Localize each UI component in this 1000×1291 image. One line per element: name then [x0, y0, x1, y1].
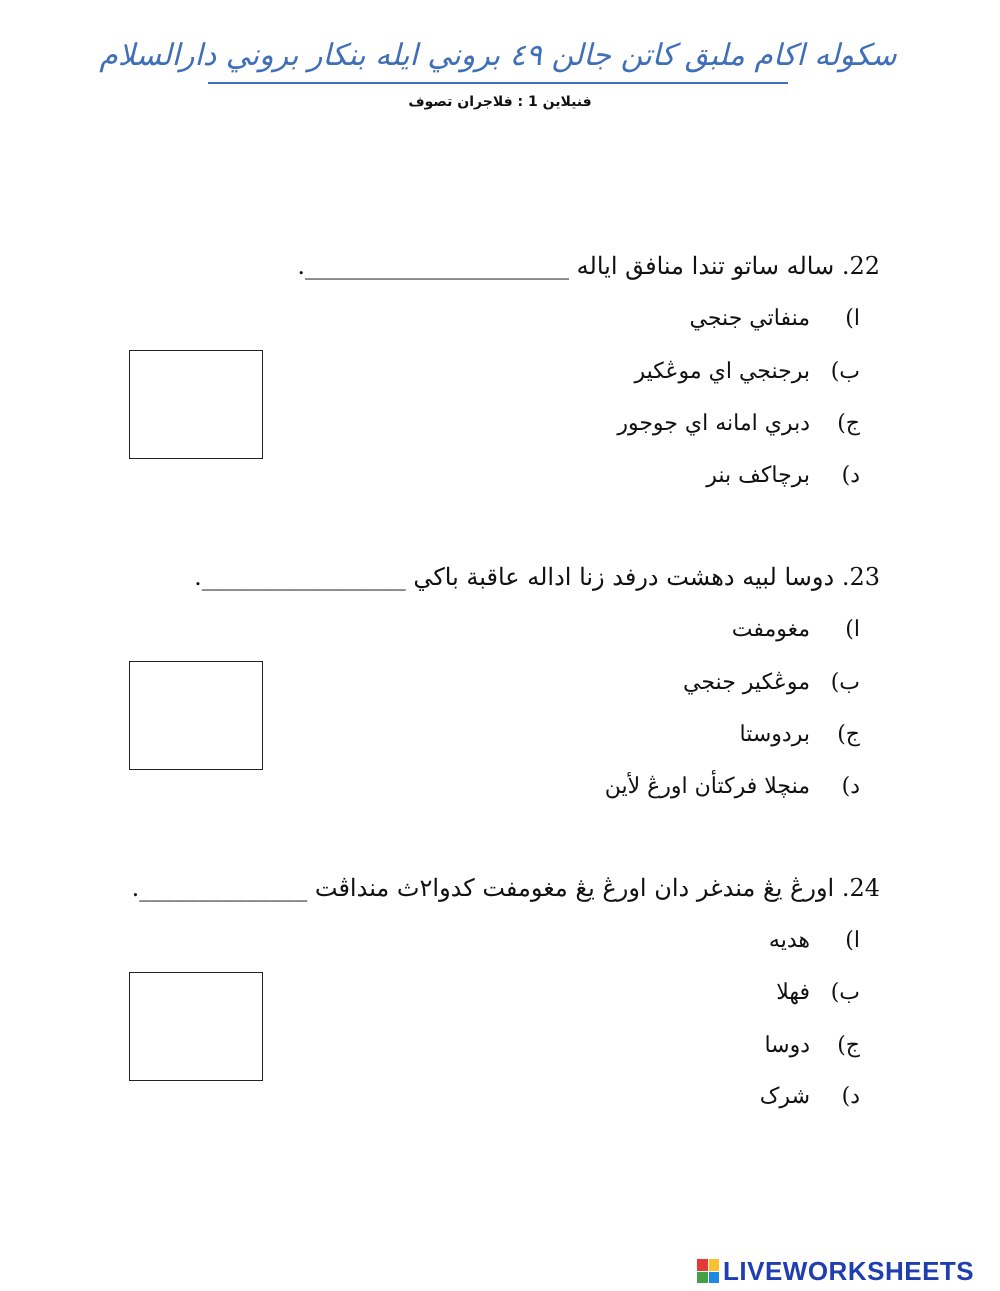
- question-23-option-d: [605, 774, 860, 799]
- option-text: بردوستا: [739, 722, 810, 747]
- option-letter: د): [841, 463, 860, 488]
- option-letter: د): [841, 774, 860, 799]
- logo-square-green: [697, 1272, 708, 1284]
- option-text: برجنجي اي موڠکير: [634, 359, 810, 384]
- option-text: موڠکير جنجي: [683, 670, 810, 695]
- option-letter: ج): [837, 411, 860, 436]
- lesson-subtitle: فنيلاين 1 : فلاجران تصوف: [408, 94, 592, 110]
- option-letter: ب): [830, 359, 860, 384]
- answer-box-22[interactable]: [129, 350, 263, 459]
- question-24-option-d: [760, 1084, 860, 1109]
- option-text: منفاتي جنجي: [689, 306, 810, 331]
- option-letter: د): [841, 1084, 860, 1109]
- option-text: برچاکف بنر: [706, 463, 810, 488]
- logo-square-red: [697, 1259, 708, 1271]
- answer-box-23[interactable]: [129, 661, 263, 770]
- option-letter: ب): [830, 980, 860, 1005]
- logo-square-blue: [709, 1272, 720, 1284]
- option-text: دوسا: [764, 1033, 810, 1058]
- school-banner: سکوله اکام ملبق کاتن جالن ٤٩ بروني ايله بنکار بروني دارالسلام: [208, 28, 788, 84]
- answer-box-24[interactable]: [129, 972, 263, 1081]
- option-letter: ب): [830, 670, 860, 695]
- question-22-text: 22. ساله ساتو تندا منافق اياله ______________________.: [297, 252, 880, 280]
- question-24-option-b: [776, 980, 860, 1005]
- question-23-option-a: [732, 617, 860, 642]
- option-letter: ا): [845, 617, 860, 642]
- option-letter: ا): [845, 306, 860, 331]
- option-letter: ج): [837, 1033, 860, 1058]
- option-letter: ا): [845, 928, 860, 953]
- question-24-option-c: [764, 1033, 860, 1058]
- option-letter: ج): [837, 722, 860, 747]
- question-22-option-d: [706, 463, 860, 488]
- question-24-text: 24. اورڠ يڠ مندغر دان اورڠ يڠ مغومفت کدوا٢ث منداڤت ______________.: [131, 874, 880, 902]
- liveworksheets-logo: [697, 1255, 974, 1287]
- option-text: دبري امانه اي جوجور: [617, 411, 810, 436]
- question-23-text: 23. دوسا لبيه دهشت درفد زنا اداله عاقبة باکي _________________.: [194, 563, 880, 591]
- option-text: شرک: [759, 1084, 810, 1109]
- question-22-option-b: [634, 359, 860, 384]
- question-22-option-a: [690, 306, 860, 331]
- liveworksheets-logo-icon: [697, 1259, 719, 1283]
- logo-square-yellow: [709, 1259, 720, 1271]
- question-23-option-b: [683, 670, 860, 695]
- option-text: فهلا: [776, 980, 810, 1005]
- option-text: منچلا فرکتأن اورڠ لأين: [604, 774, 810, 799]
- option-text: هديه: [768, 928, 810, 953]
- question-23-option-c: [740, 722, 860, 747]
- liveworksheets-logo-text: LIVEWORKSHEETS: [723, 1255, 975, 1286]
- question-22-option-c: [617, 411, 860, 436]
- question-24-option-a: [769, 928, 860, 953]
- option-text: مغومفت: [731, 617, 810, 642]
